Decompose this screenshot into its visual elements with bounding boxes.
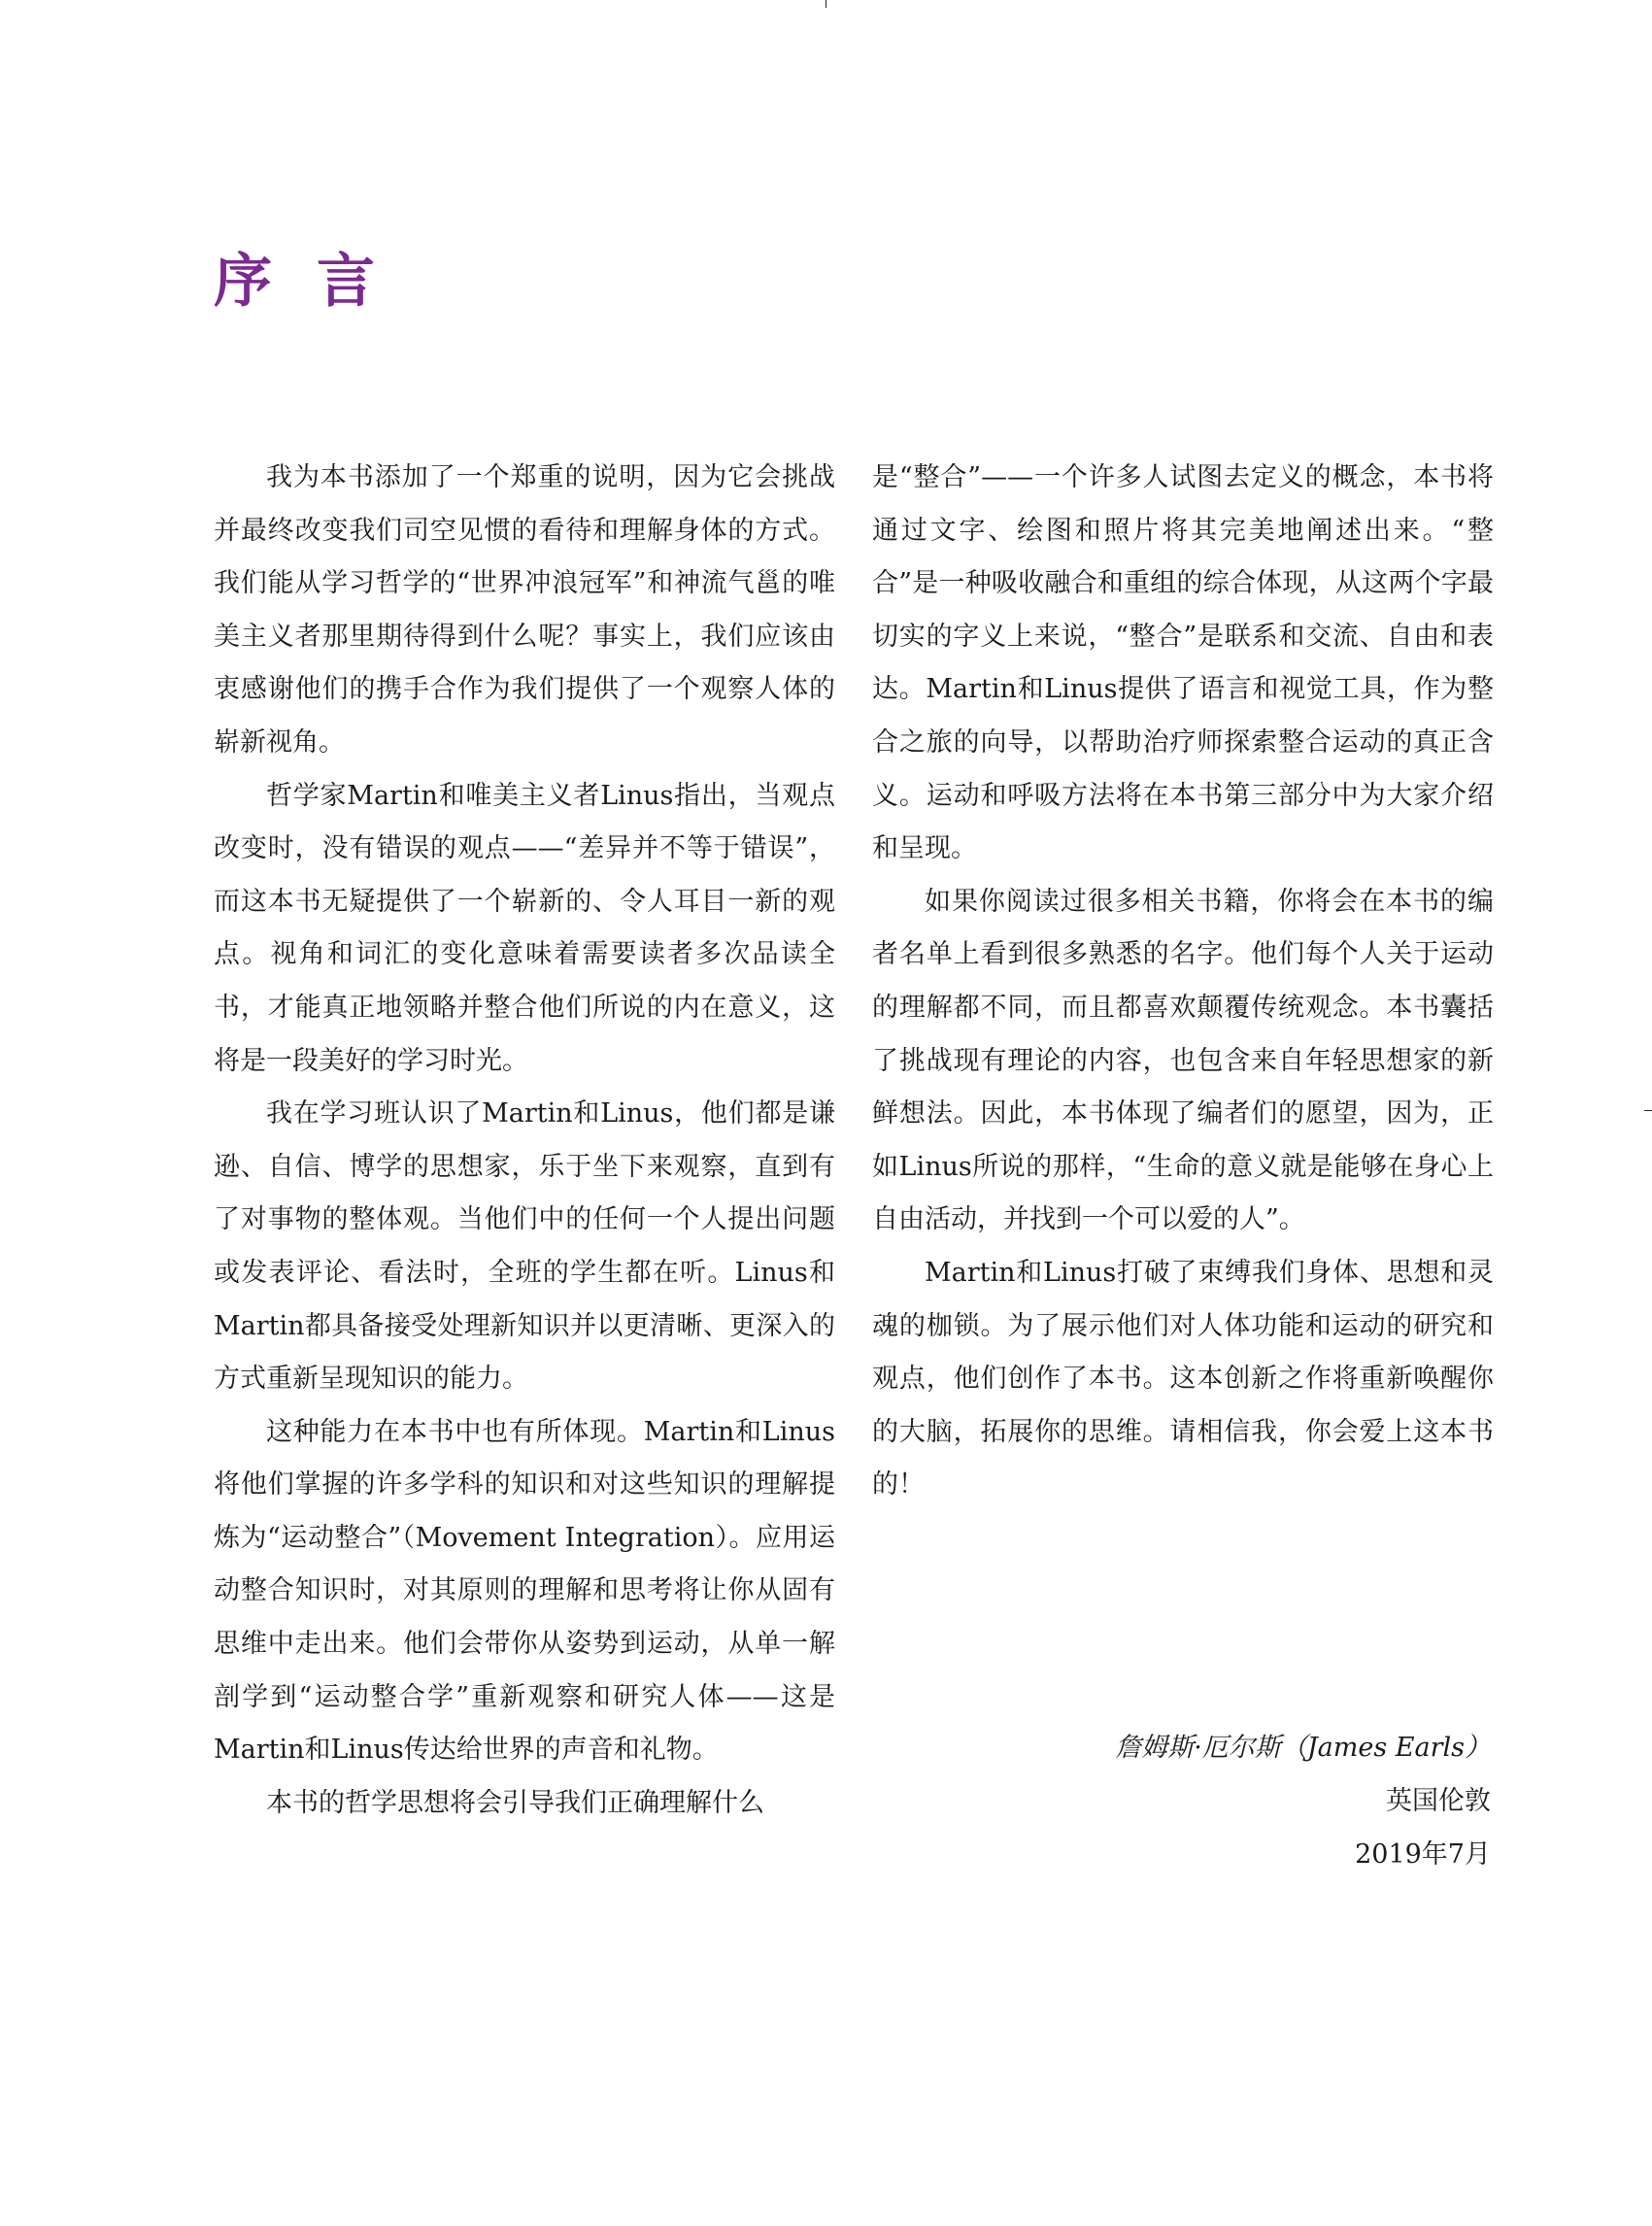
paragraph-continued: 是“整合”——一个许多人试图去定义的概念，本书将通过文字、绘图和照片将其完美地阐述出来。“整合”是一种吸收融合和重组的综合体现，从这两个字最切实的字义上来说，“整合”是联系和交流、自由和表达。Martin和Linus提供了语言和视觉工具，作为整合之旅的向导，以帮助治疗师探索整合运动的真正含义。运动和呼吸方法将在本书第三部分中为大家介绍和呈现。 (872, 462, 1494, 864)
text-column-left (214, 452, 835, 1830)
paragraph: 本书的哲学思想将会引导我们正确理解什么 (266, 1787, 764, 1818)
paragraph: 我在学习班认识了Martin和Linus，他们都是谦逊、自信、博学的思想家，乐于坐下来观察，直到有了对事物的整体观。当他们中的任何一个人提出问题或发表评论、看法时，全班的学生都在听。Linus和Martin都具备接受处理新知识并以更清晰、更深入的方式重新呈现知识的能力。 (214, 1098, 835, 1395)
signature-block (1115, 1721, 1491, 1881)
paragraph: 哲学家Martin和唯美主义者Linus指出，当观点改变时，没有错误的观点——“差异并不等于错误”，而这本书无疑提供了一个崭新的、令人耳目一新的观点。视角和词汇的变化意味着需要读者多次品读全书，才能真正地领略并整合他们所说的内在意义，这将是一段美好的学习时光。 (214, 780, 835, 1076)
paragraph: 这种能力在本书中也有所体现。Martin和Linus将他们掌握的许多学科的知识和对这些知识的理解提炼为“运动整合”（Movement Integration）。应用运动整合知识时，对其原则的理解和思考将让你从固有思维中走出来。他们会带你从姿势到运动，从单一解剖学到“运动整合学”重新观察和研究人体——这是Martin和Linus传达给世界的声音和礼物。 (214, 1416, 835, 1766)
signature-location: 英国伦敦 (1386, 1786, 1491, 1816)
signature-date: 2019年7月 (1355, 1839, 1491, 1870)
paragraph: 我为本书添加了一个郑重的说明，因为它会挑战并最终改变我们司空见惯的看待和理解身体的方式。我们能从学习哲学的“世界冲浪冠军”和神流气邕的唯美主义者那里期待得到什么呢？事实上，我们应该由衷感谢他们的携手合作为我们提供了一个观察人体的崭新视角。 (214, 462, 835, 758)
paragraph: Martin和Linus打破了束缚我们身体、思想和灵魂的枷锁。为了展示他们对人体功能和运动的研究和观点，他们创作了本书。这本创新之作将重新唤醒你的大脑，拓展你的思维。请相信我，你会爱上这本书的！ (872, 1257, 1494, 1501)
text-column-right (872, 452, 1494, 1512)
crop-mark-right (1644, 1110, 1652, 1111)
paragraph: 如果你阅读过很多相关书籍，你将会在本书的编者名单上看到很多熟悉的名字。他们每个人关于运动的理解都不同，而且都喜欢颠覆传统观念。本书囊括了挑战现有理论的内容，也包含来自年轻思想家的新鲜想法。因此，本书体现了编者们的愿望，因为，正如Linus所说的那样，“生命的意义就是能够在身心上自由活动，并找到一个可以爱的人”。 (872, 886, 1494, 1235)
signature-author: 詹姆斯·厄尔斯（James Earls） (1115, 1733, 1491, 1763)
page-title: 序言 (214, 248, 420, 316)
